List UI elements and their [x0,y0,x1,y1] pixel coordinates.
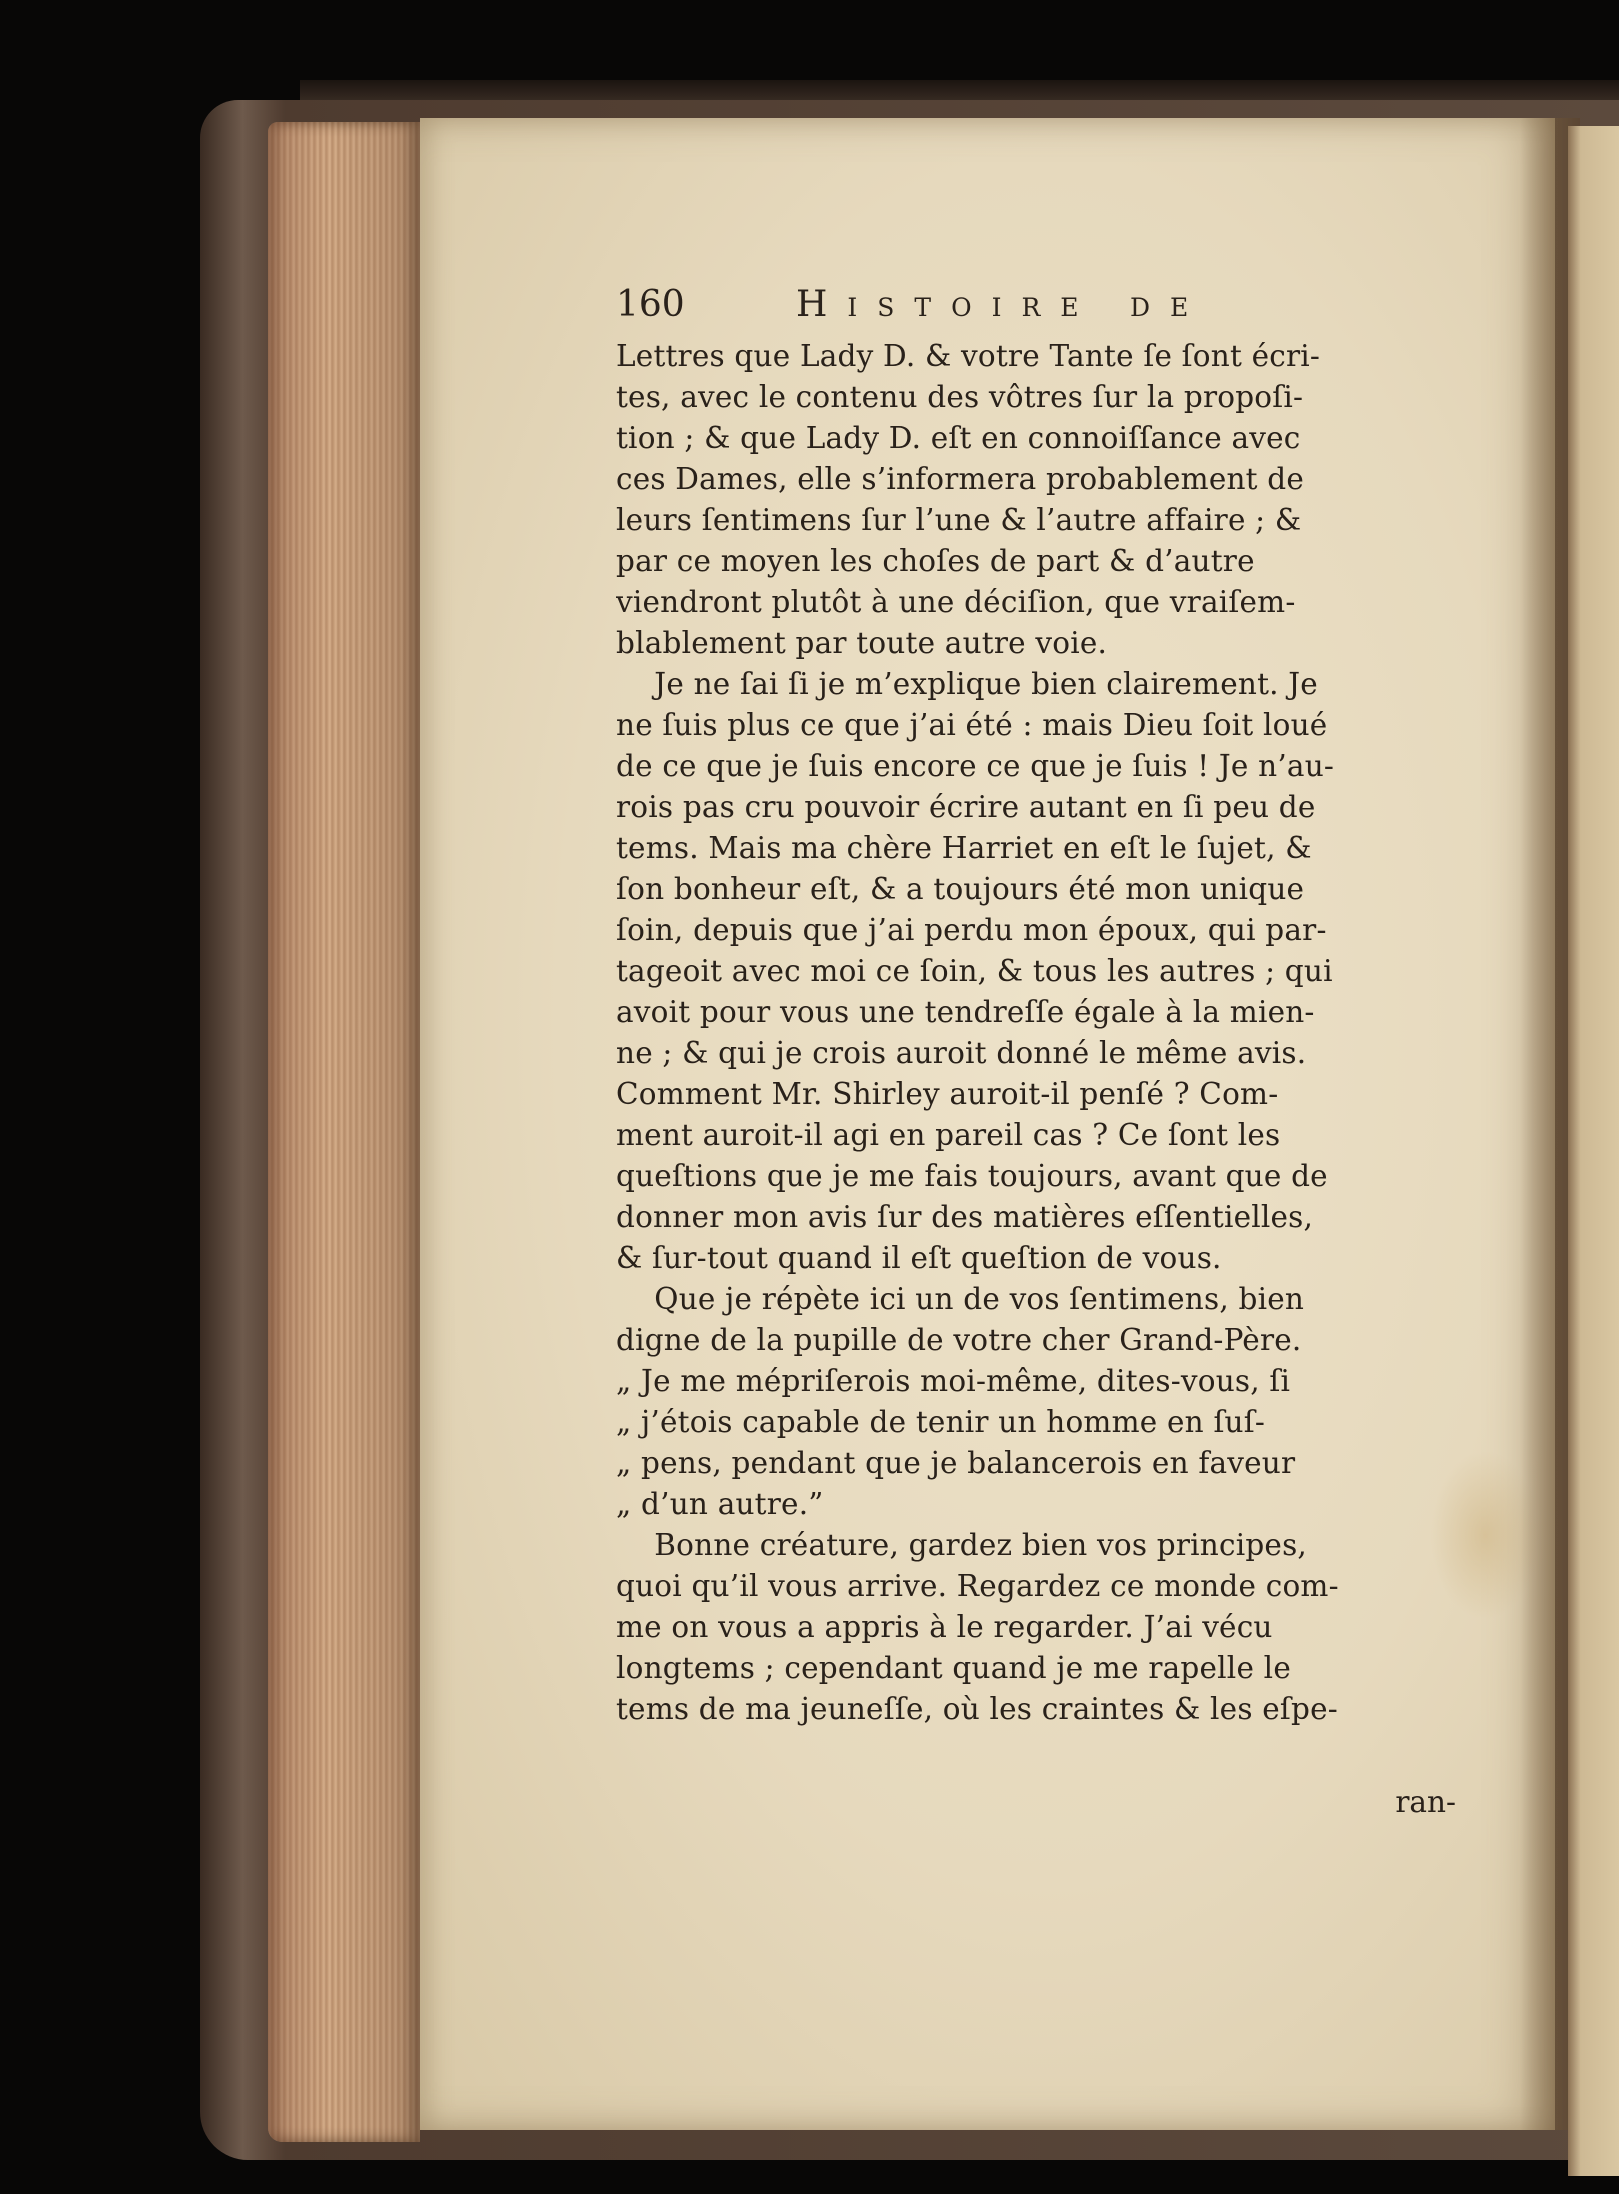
text-line: rois pas cru pouvoir écrire autant en ſi peu de [616,790,1316,824]
text-line: blablement par toute autre voie. [616,626,1108,660]
text-line: donner mon avis ſur des matières eſſentielles, [616,1200,1314,1234]
text-line: avoit pour vous une tendreſſe égale à la mien- [616,995,1315,1029]
text-line: „ pens, pendant que je balancerois en faveur [616,1446,1296,1480]
text-line: ment auroit-il agi en pareil cas ? Ce ſont les [616,1118,1281,1152]
text-line: Comment Mr. Shirley auroit-il penſé ? Com- [616,1077,1279,1111]
text-line: tems. Mais ma chère Harriet en eſt le ſujet, & [616,831,1312,865]
text-line: ces Dames, elle s’informera probablement de [616,462,1305,496]
body-text [616,336,1456,1730]
text-line: queſtions que je me fais toujours, avant que de [616,1159,1328,1193]
text-line: viendront plutôt à une déciſion, que vraiſem- [616,585,1296,619]
text-line: Que je répète ici un de vos ſentimens, bien [616,1282,1305,1316]
text-line: longtems ; cependant quand je me rapelle le [616,1651,1291,1685]
page-edges-shading [268,122,420,2142]
running-head [616,280,1476,330]
text-line: tion ; & que Lady D. eſt en connoiſſance avec [616,421,1301,455]
text-line: digne de la pupille de votre cher Grand-Père. [616,1323,1302,1357]
running-title: Histoire de [796,284,1209,325]
text-line: „ d’un autre.” [616,1487,824,1521]
text-line: Je ne ſai ſi je m’explique bien clairement. Je [616,667,1318,701]
text-line: „ j’étois capable de tenir un homme en ſuſ- [616,1405,1266,1439]
text-line: ſoin, depuis que j’ai perdu mon époux, qui par- [616,913,1327,947]
text-line: leurs ſentimens ſur l’une & l’autre affaire ; & [616,503,1302,537]
page-number: 160 [616,284,685,325]
text-line: „ Je me mépriſerois moi-même, dites-vous, ſi [616,1364,1291,1398]
facing-page-edge [1568,126,1619,2176]
text-line: par ce moyen les choſes de part & d’autre [616,544,1255,578]
text-line: ſon bonheur eſt, & a toujours été mon unique [616,872,1305,906]
text-line: tageoit avec moi ce ſoin, & tous les autres ; qui [616,954,1333,988]
text-line: Bonne créature, gardez bien vos principes, [616,1528,1307,1562]
text-line: & ſur-tout quand il eſt queſtion de vous. [616,1241,1222,1275]
text-line: me on vous a appris à le regarder. J’ai vécu [616,1610,1273,1644]
catchword: ran- [1395,1785,1456,1819]
text-line: de ce que je ſuis encore ce que je ſuis ! Je n’au- [616,749,1335,783]
text-line: tes, avec le contenu des vôtres ſur la propoſi- [616,380,1304,414]
text-line: ne ſuis plus ce que j’ai été : mais Dieu ſoit loué [616,708,1328,742]
text-line: ne ; & qui je crois auroit donné le même avis. [616,1036,1307,1070]
text-line: quoi qu’il vous arrive. Regardez ce monde com- [616,1569,1339,1603]
text-line: Lettres que Lady D. & votre Tante ſe ſont écri- [616,339,1321,373]
text-line: tems de ma jeuneſſe, où les craintes & les eſpe- [616,1692,1338,1726]
